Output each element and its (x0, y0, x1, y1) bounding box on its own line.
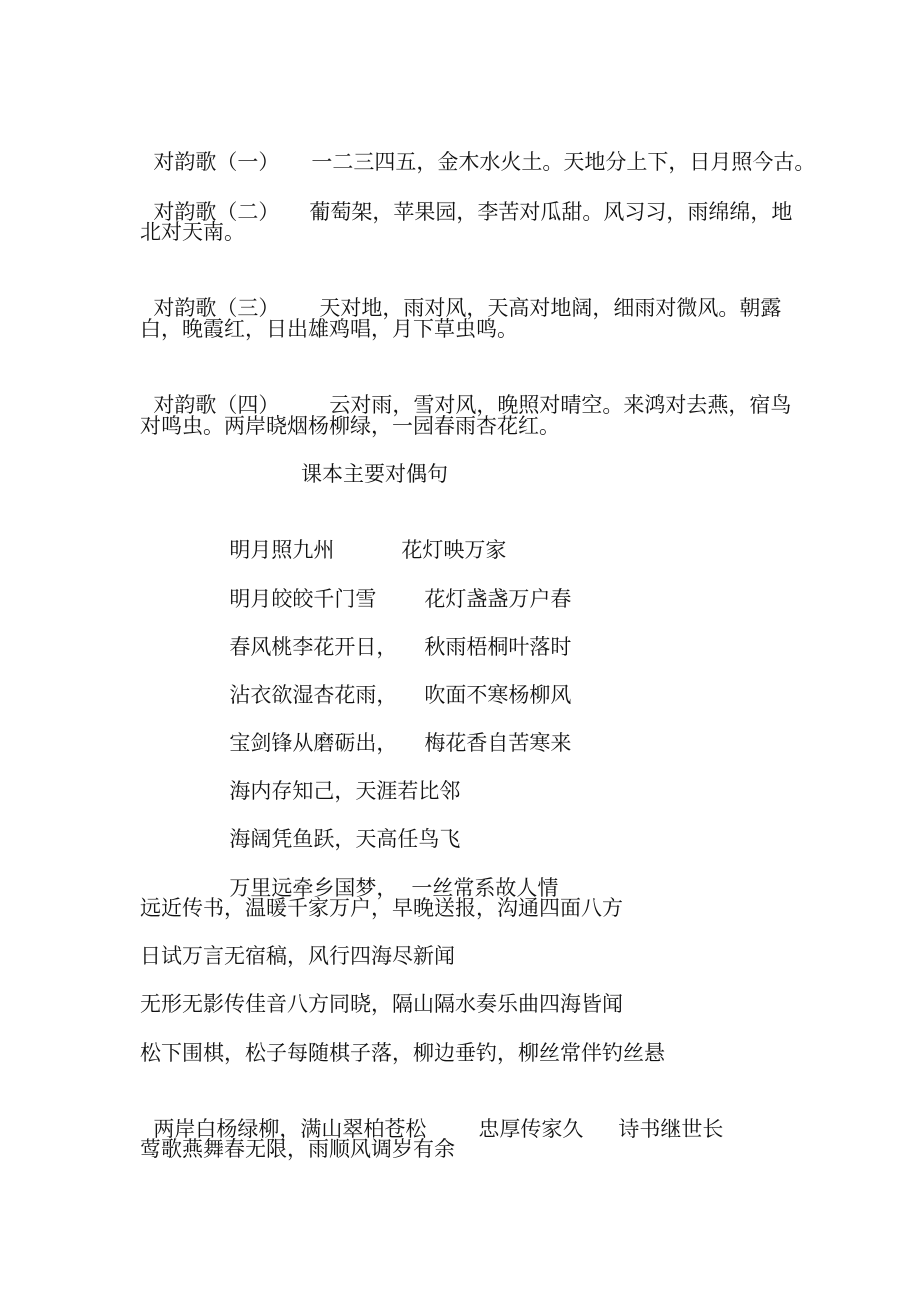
couplet-first: 明月皎皎千门雪 (229, 587, 377, 611)
couplet-first: 沾衣欲湿杏花雨， (229, 683, 398, 707)
song-2-text: 葡萄架，苹果园，李苦对瓜甜。风习习，雨绵绵，地 (309, 200, 793, 224)
couplet-second: 秋雨梧桐叶落时 (424, 635, 572, 659)
song-3-cont: 白，晚霞红，日出雄鸡唱，月下草虫鸣。 (140, 317, 518, 341)
couplet-row (216, 797, 460, 853)
couplet-first: 春风桃李花开日， (229, 635, 398, 659)
song-4-label: 对韵歌（四） (153, 393, 280, 417)
song-3-label: 对韵歌（三） (153, 296, 280, 320)
couplet-second: 花灯映万家 (401, 538, 507, 562)
text-line: 日试万言无宿稿，风行四海尽新闻 (140, 944, 455, 968)
song-1-text: 一二三四五，金木水火土。天地分上下，日月照今古。 (311, 150, 816, 174)
song-3-text: 天对地，雨对风，天高对地阔，细雨对微风。朝露 (319, 296, 782, 320)
couplet-second: 梅花香自苦寒来 (424, 731, 572, 755)
phrase-b: 忠厚传家久 (478, 1117, 584, 1141)
text-line: 无形无影传佳音八方同晓，隔山隔水奏乐曲四海皆闻 (140, 992, 623, 1016)
couplet-row (216, 508, 506, 564)
section-title: 课本主要对偶句 (301, 462, 448, 486)
song-1 (140, 120, 815, 176)
couplet-first: 万里远牵乡国梦， (229, 876, 398, 900)
couplet-first: 宝剑锋从磨砺出， (229, 731, 398, 755)
song-4-cont: 对鸣虫。两岸晓烟杨柳绿，一园春雨杏花红。 (140, 414, 560, 438)
text-line: 远近传书，温暖千家万户，早晚送报，沟通四面八方 (140, 896, 623, 920)
song-3 (140, 266, 781, 322)
couplet-first: 海阔凭鱼跃，天高任鸟飞 (229, 827, 461, 851)
couplet-second: 花灯盏盏万户春 (424, 587, 572, 611)
song-2-label: 对韵歌（二） (153, 200, 280, 224)
song-4-text: 云对雨，雪对风，晚照对晴空。来鸿对去燕，宿鸟 (329, 393, 792, 417)
song-2-cont: 北对天南。 (140, 220, 245, 244)
phrase-c: 诗书继世长 (618, 1117, 724, 1141)
couplet-first: 明月照九州 (229, 538, 335, 562)
phrase-a: 两岸白杨绿柳，满山翠柏苍松 (153, 1117, 427, 1141)
couplet-second: 一丝常系故人情 (411, 876, 559, 900)
song-1-label: 对韵歌（一） (153, 150, 280, 174)
couplet-second: 吹面不寒杨柳风 (424, 683, 572, 707)
song-4 (140, 363, 791, 419)
final-line: 莺歌燕舞春无限，雨顺风调岁有余 (140, 1137, 455, 1161)
couplet-first: 海内存知己，天涯若比邻 (229, 779, 461, 803)
text-line: 松下围棋，松子每随棋子落，柳边垂钓，柳丝常伴钓丝悬 (140, 1041, 665, 1065)
